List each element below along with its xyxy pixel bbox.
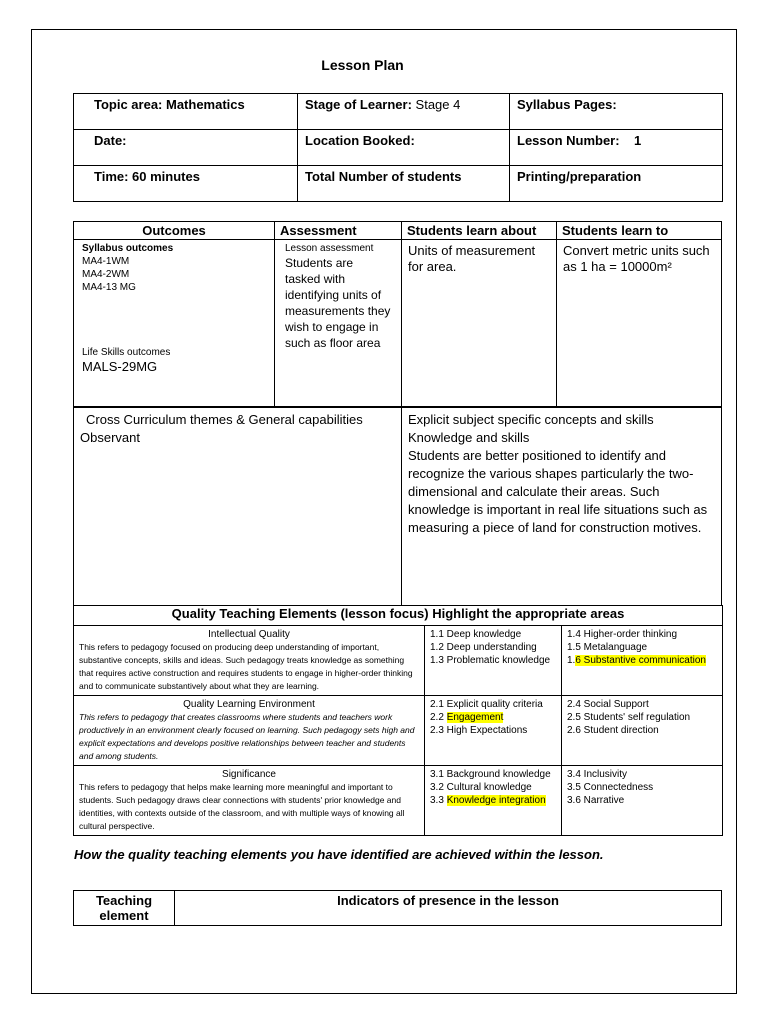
quality-item-prefix: 1. bbox=[567, 655, 576, 666]
assessment-header: Assessment bbox=[275, 222, 402, 240]
topic-area-cell: Topic area: Mathematics bbox=[74, 94, 298, 130]
significance-cell bbox=[74, 766, 425, 836]
quality-element-name: Significance bbox=[222, 769, 276, 780]
quality-col3 bbox=[562, 766, 723, 836]
learning-environment-cell bbox=[74, 696, 425, 766]
indicators-header: Indicators of presence in the lesson bbox=[175, 891, 722, 926]
stage-label: Stage of Learner: bbox=[305, 97, 412, 112]
stage-cell bbox=[298, 94, 510, 130]
quality-col2 bbox=[425, 626, 562, 696]
info-row bbox=[74, 166, 723, 202]
life-skills-label: Life Skills outcomes bbox=[82, 347, 171, 358]
quality-row bbox=[74, 766, 723, 836]
outcomes-header-row bbox=[74, 222, 722, 240]
explicit-heading: Explicit subject specific concepts and skills bbox=[408, 412, 654, 427]
quality-col2 bbox=[425, 696, 562, 766]
quality-item: 1.4 Higher-order thinking bbox=[567, 629, 678, 640]
quality-teaching-table bbox=[73, 605, 723, 836]
quality-col2 bbox=[425, 766, 562, 836]
outcomes-cell bbox=[74, 240, 275, 407]
quality-item: 1.1 Deep knowledge bbox=[430, 629, 522, 640]
outcomes-content-row bbox=[74, 240, 722, 407]
cross-row bbox=[74, 408, 722, 606]
quality-element-desc: This refers to pedagogy that creates classrooms where students and teachers work productively in an environment clearly focused on learning. Such pedagogy sets high and explicit expectations and develops positive relationships between teacher and students and among students. bbox=[79, 712, 415, 761]
life-skills-outcome: MALS-29MG bbox=[82, 359, 158, 374]
learn-about-cell: Units of measurement for area. bbox=[402, 240, 557, 407]
teaching-element-header: Teaching element bbox=[74, 891, 175, 926]
teaching-header-row bbox=[74, 891, 722, 926]
teaching-element-table bbox=[73, 890, 722, 926]
intellectual-quality-cell bbox=[74, 626, 425, 696]
time-cell: Time: 60 minutes bbox=[74, 166, 298, 202]
cross-heading: Cross Curriculum themes & General capabilities bbox=[86, 412, 363, 427]
quality-header-row bbox=[74, 606, 723, 626]
highlighted-item: Engagement bbox=[446, 712, 504, 723]
quality-item bbox=[430, 711, 556, 724]
learn-to-cell: Convert metric units such as 1 ha = 10000m² bbox=[557, 240, 722, 407]
lesson-number-cell: Lesson Number: 1 bbox=[510, 130, 723, 166]
highlighted-item: Knowledge integration bbox=[446, 795, 546, 806]
explicit-concepts-cell bbox=[402, 408, 722, 606]
quality-col3 bbox=[562, 626, 723, 696]
quality-item: 1.2 Deep understanding bbox=[430, 642, 537, 653]
quality-item: 2.4 Social Support bbox=[567, 699, 649, 710]
stage-value: Stage 4 bbox=[411, 97, 461, 112]
quality-element-name: Intellectual Quality bbox=[208, 629, 290, 640]
outcomes-header: Outcomes bbox=[74, 222, 275, 240]
syllabus-pages-cell: Syllabus Pages: bbox=[510, 94, 723, 130]
quality-question: How the quality teaching elements you have identified are achieved within the lesson. bbox=[74, 847, 604, 862]
highlighted-item: 6 Substantive communication bbox=[575, 655, 706, 666]
total-students-cell: Total Number of students bbox=[298, 166, 510, 202]
assessment-label: Lesson assessment bbox=[285, 243, 374, 254]
quality-col3 bbox=[562, 696, 723, 766]
syllabus-outcomes-label: Syllabus outcomes bbox=[82, 243, 174, 254]
quality-item: 3.5 Connectedness bbox=[567, 782, 654, 793]
quality-element-name: Quality Learning Environment bbox=[183, 699, 315, 710]
cross-value: Observant bbox=[80, 430, 140, 445]
quality-row bbox=[74, 696, 723, 766]
lesson-info-table bbox=[73, 93, 723, 202]
quality-element-desc: This refers to pedagogy focused on producing deep understanding of important, substantive concepts, skills and ideas. Such pedagogy treats knowledge as something that requires active construction and requires students to engage in higher-order thinking and to communicate substantively about what they are learning. bbox=[79, 642, 413, 691]
quality-item bbox=[567, 654, 717, 667]
syllabus-outcome: MA4-13 MG bbox=[82, 282, 136, 293]
quality-item: 2.1 Explicit quality criteria bbox=[430, 699, 543, 710]
info-row bbox=[74, 94, 723, 130]
quality-row bbox=[74, 626, 723, 696]
quality-heading: Quality Teaching Elements (lesson focus) Highlight the appropriate areas bbox=[74, 606, 723, 626]
assessment-cell bbox=[275, 240, 402, 407]
location-cell: Location Booked: bbox=[298, 130, 510, 166]
quality-item: 3.2 Cultural knowledge bbox=[430, 782, 532, 793]
quality-item: 2.5 Students' self regulation bbox=[567, 712, 691, 723]
cross-curriculum-cell bbox=[74, 408, 402, 606]
quality-item: 3.6 Narrative bbox=[567, 795, 625, 806]
outcomes-table bbox=[73, 221, 722, 407]
quality-item-prefix: 2.2 bbox=[430, 712, 447, 723]
page-title: Lesson Plan bbox=[321, 57, 404, 73]
learn-about-header: Students learn about bbox=[402, 222, 557, 240]
quality-item: 1.5 Metalanguage bbox=[567, 642, 648, 653]
quality-item bbox=[430, 794, 556, 807]
date-cell: Date: bbox=[74, 130, 298, 166]
printing-cell: Printing/preparation bbox=[510, 166, 723, 202]
cross-curriculum-table bbox=[73, 407, 722, 606]
explicit-text: Students are better positioned to identify and recognize the various shapes particularly the two-dimensional and calculate their areas. Such knowledge is important in real life situations such as measuring a piece of land for construction motives. bbox=[408, 448, 708, 535]
quality-item: 3.4 Inclusivity bbox=[567, 769, 628, 780]
quality-item: 1.3 Problematic knowledge bbox=[430, 655, 551, 666]
learn-to-header: Students learn to bbox=[557, 222, 722, 240]
explicit-sub: Knowledge and skills bbox=[408, 430, 530, 445]
info-row bbox=[74, 130, 723, 166]
quality-item-prefix: 3.3 bbox=[430, 795, 447, 806]
syllabus-outcome: MA4-2WM bbox=[82, 269, 130, 280]
quality-element-desc: This refers to pedagogy that helps make learning more meaningful and important to students. Such pedagogy draws clear connections with students' prior knowledge and identities, with contexts outside of the classroom, and with multiple ways of knowing all cultural perspective. bbox=[79, 782, 405, 831]
quality-item: 2.6 Student direction bbox=[567, 725, 659, 736]
syllabus-outcome: MA4-1WM bbox=[82, 256, 130, 267]
quality-item: 2.3 High Expectations bbox=[430, 725, 528, 736]
quality-item: 3.1 Background knowledge bbox=[430, 769, 551, 780]
assessment-text: Students are tasked with identifying units of measurements they wish to engage in such as floor area bbox=[285, 256, 391, 350]
